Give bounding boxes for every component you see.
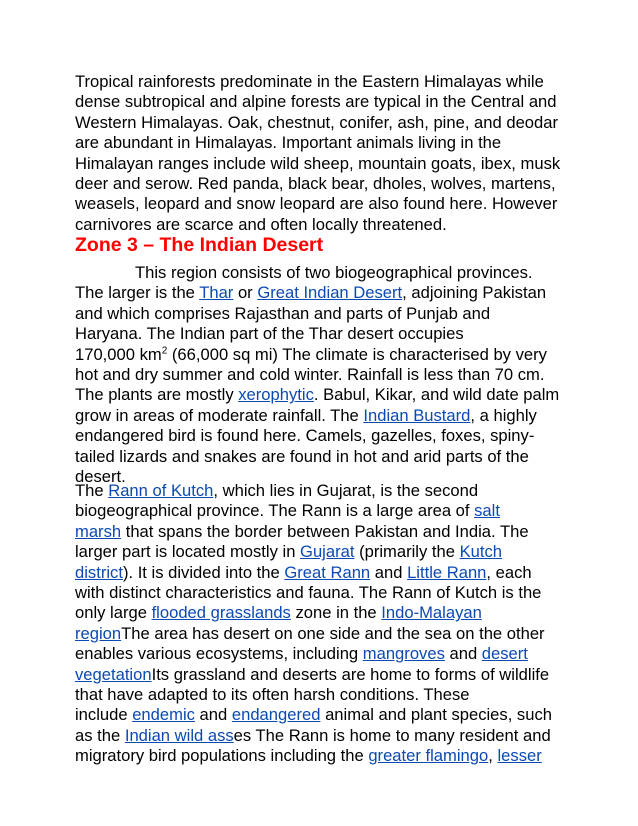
text-line [75,283,575,303]
link-indo-malayan-region[interactable]: region [75,623,122,643]
paragraph-rann-of-kutch [75,481,575,766]
text-line [75,644,575,664]
text-line [75,345,575,365]
link-mangroves[interactable]: mangroves [362,644,445,664]
text-line [75,406,575,426]
text-span: . Babul, Kikar, and wild date palm [313,385,560,405]
text-line: This region consists of two biogeographical provinces. [135,263,533,282]
link-gujarat[interactable]: Gujarat [300,542,355,562]
link-rann-of-kutch[interactable]: Rann of Kutch [108,481,214,500]
text-line [75,563,575,583]
text-span: larger part is located mostly in [75,542,301,562]
link-desert-vegetation[interactable]: desert [481,644,528,664]
text-span: migratory bird populations including the [75,746,369,766]
link-great-rann[interactable]: Great Rann [284,562,371,582]
text-span: The area has desert on one side and the sea on the other [121,623,545,643]
text-line: dense subtropical and alpine forests are typical in the Central and [75,92,557,112]
section-heading-zone-3: Zone 3 – The Indian Desert [75,234,324,256]
link-lesser-flamingo[interactable]: lesser [497,746,542,766]
text-span: The [75,481,109,500]
text-line [75,481,575,501]
text-line [75,705,575,725]
text-span: , adjoining Pakistan [402,283,547,303]
text-line: desert. [75,466,126,486]
text-span: only large [75,603,152,623]
link-desert-vegetation[interactable]: vegetation [75,664,152,684]
link-salt-marsh[interactable]: marsh [75,521,122,541]
text-line [75,726,575,746]
text-line: are abundant in Himalayas. Important animals living in the [75,133,502,153]
text-span: or [233,283,258,303]
text-line: carnivores are scarce and often locally threatened. [75,214,447,234]
text-span: and [444,644,482,664]
link-xerophytic[interactable]: xerophytic [238,385,314,405]
text-span: enables various ecosystems, including [75,644,363,664]
text-span: animal and plant species, such [320,705,552,725]
link-salt-marsh[interactable]: salt [474,501,500,521]
text-line [75,522,575,542]
text-span: grow in areas of moderate rainfall. The [75,405,364,425]
text-line [75,665,575,685]
text-line: with distinct characteristics and fauna. The Rann of Kutch is the [75,582,542,602]
text-line: Tropical rainforests predominate in the Eastern Himalayas while [75,72,544,91]
text-line [75,542,575,562]
text-line [75,603,575,623]
text-line: Himalayan ranges include wild sheep, mountain goats, ibex, musk [75,153,561,173]
link-indian-wild-ass[interactable]: Indian wild ass [124,725,234,745]
link-indian-bustard[interactable]: Indian Bustard [363,405,471,425]
text-line: endangered bird is found here. Camels, gazelles, foxes, spiny- [75,426,535,446]
text-span: and [194,705,232,725]
text-span: biogeographical province. The Rann is a large area of [75,501,475,521]
text-span: es The Rann is home to many resident and [233,725,551,745]
text-line: hot and dry summer and cold winter. Rainfall is less than 70 cm. [75,364,545,384]
text-line: deer and serow. Red panda, black bear, dholes, wolves, martens, [75,173,556,193]
text-span: , which lies in Gujarat, is the second [213,481,479,500]
text-line: weasels, leopard and snow leopard are also found here. However [75,194,558,214]
text-span: 170,000 km [75,344,162,364]
text-line [75,501,575,521]
text-span: , each [486,562,532,582]
link-flooded-grasslands[interactable]: flooded grasslands [151,603,291,623]
paragraph-indian-desert [75,263,575,487]
text-line: that have adapted to its often harsh conditions. These [75,684,470,704]
text-span: The plants are mostly [75,385,239,405]
text-span: and [370,562,408,582]
link-great-indian-desert[interactable]: Great Indian Desert [257,283,403,303]
text-span: zone in the [290,603,382,623]
text-line: tailed lizards and snakes are found in hot and arid parts of the [75,446,529,466]
text-span: The larger is the [75,283,200,303]
link-indo-malayan-region[interactable]: Indo-Malayan [381,603,482,623]
text-line: and which comprises Rajasthan and parts of Punjab and [75,303,491,323]
link-thar[interactable]: Thar [199,283,234,303]
text-span: (primarily the [354,542,460,562]
text-line [75,746,575,766]
superscript: 2 [161,345,168,357]
text-span: , a highly [470,405,537,425]
text-span: ). It is divided into the [122,562,285,582]
text-span: include [75,705,133,725]
text-line: Western Himalayas. Oak, chestnut, conifer, ash, pine, and deodar [75,112,559,132]
link-kutch-district[interactable]: district [75,562,123,582]
paragraph-himalayas [75,72,575,235]
link-kutch-district[interactable]: Kutch [459,542,503,562]
text-line [75,624,575,644]
text-line: Haryana. The Indian part of the Thar desert occupies [75,324,464,344]
text-line [75,385,575,405]
text-span: as the [75,725,125,745]
text-span: that spans the border between Pakistan and India. The [121,521,529,541]
text-span: Its grassland and deserts are home to forms of wildlife [151,664,550,684]
link-endangered[interactable]: endangered [231,705,321,725]
link-endemic[interactable]: endemic [132,705,195,725]
text-span: , [488,746,498,766]
text-span: (66,000 sq mi) The climate is characterised by very [167,344,547,364]
link-greater-flamingo[interactable]: greater flamingo [368,746,489,766]
link-little-rann[interactable]: Little Rann [407,562,487,582]
